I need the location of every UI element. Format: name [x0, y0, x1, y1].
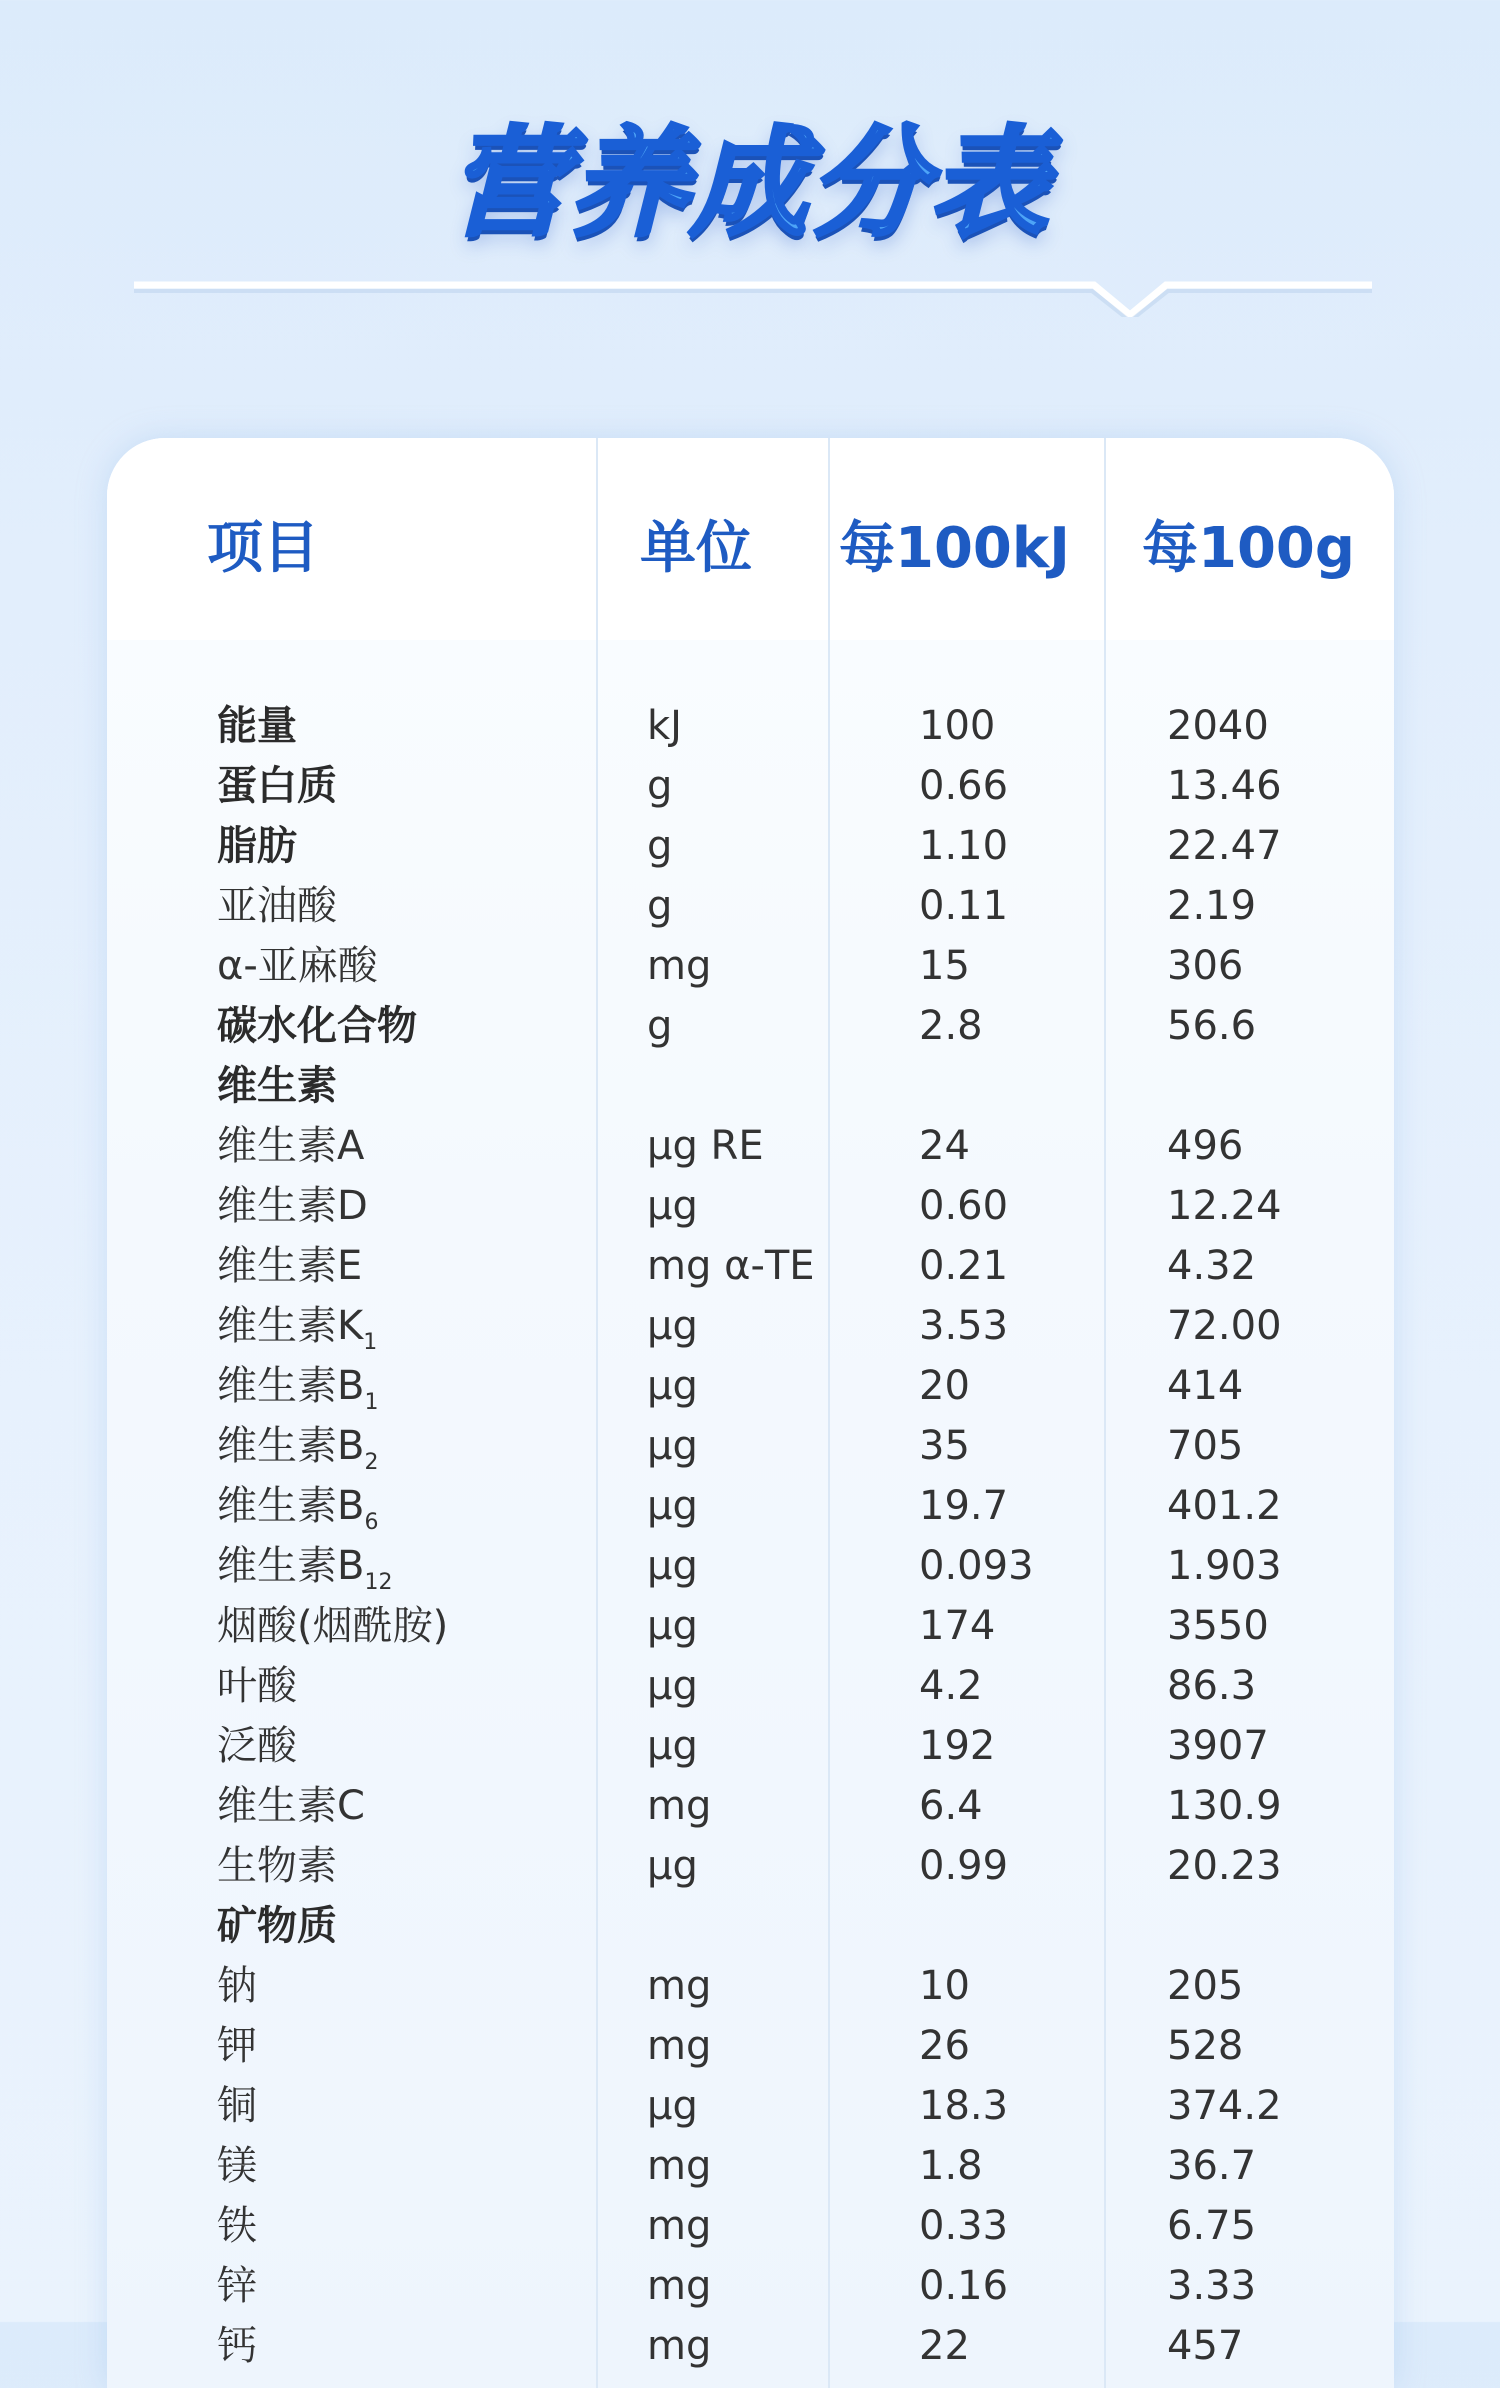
row-name	[217, 996, 417, 1056]
row-name-text: 维生素D	[217, 1183, 368, 1229]
row-per-100g: 414	[1167, 1363, 1244, 1409]
row-name	[217, 1116, 364, 1176]
row-name-text: 维生素K	[217, 1303, 364, 1349]
row-per-100kj: 1.10	[919, 823, 1009, 869]
row-name-text: 脂肪	[217, 823, 297, 869]
row-unit: g	[647, 883, 673, 929]
row-name	[217, 1956, 257, 2016]
row-per-100kj: 19.7	[919, 1483, 1009, 1529]
row-per-100kj: 0.16	[919, 2263, 1009, 2309]
table-row	[107, 1536, 1394, 1596]
row-name	[217, 696, 297, 756]
row-per-100kj: 26	[919, 2023, 970, 2069]
table-row	[107, 1116, 1394, 1176]
row-unit: mg	[647, 2263, 712, 2309]
row-name-subscript: 2	[364, 1450, 379, 1475]
row-per-100kj: 1.8	[919, 2143, 983, 2189]
row-name-text: α-亚麻酸	[217, 943, 378, 989]
row-per-100g: 496	[1167, 1123, 1244, 1169]
row-name	[217, 1176, 368, 1236]
row-per-100kj: 22	[919, 2323, 970, 2369]
row-per-100g: 3.33	[1167, 2263, 1257, 2309]
table-row	[107, 696, 1394, 756]
row-name-text: 亚油酸	[217, 883, 337, 929]
row-name-subscript: 12	[364, 1570, 393, 1595]
row-unit: μg	[647, 1723, 698, 1769]
row-unit: μg RE	[647, 1123, 764, 1169]
table-row	[107, 2076, 1394, 2136]
row-per-100kj: 0.60	[919, 1183, 1009, 1229]
table-row	[107, 1956, 1394, 2016]
row-per-100kj: 10	[919, 1963, 970, 2009]
row-per-100kj: 100	[919, 703, 996, 749]
row-name	[217, 1776, 365, 1836]
row-name-text: 泛酸	[217, 1723, 297, 1769]
row-name	[217, 1236, 362, 1296]
table-row	[107, 876, 1394, 936]
row-per-100kj: 20	[919, 1363, 970, 1409]
row-name	[217, 1836, 337, 1896]
row-name-text: 铜	[217, 2083, 257, 2129]
header-per-100g: 每100g	[1142, 516, 1355, 581]
row-name-text: 能量	[217, 703, 297, 749]
row-name	[217, 2256, 257, 2316]
row-unit: μg	[647, 1363, 698, 1409]
row-per-100g: 22.47	[1167, 823, 1282, 869]
table-row	[107, 1416, 1394, 1476]
row-per-100g: 56.6	[1167, 1003, 1257, 1049]
row-unit: mg	[647, 1963, 712, 2009]
row-per-100g: 13.46	[1167, 763, 1282, 809]
row-name-text: 维生素B	[217, 1483, 365, 1529]
row-name-text: 维生素	[217, 1063, 337, 1109]
row-unit: μg	[647, 1303, 698, 1349]
table-row	[107, 1716, 1394, 1776]
row-name-text: 碳水化合物	[217, 1003, 417, 1049]
table-row	[107, 996, 1394, 1056]
row-name	[217, 2076, 257, 2136]
row-name-subscript: 6	[364, 1510, 379, 1535]
table-row	[107, 1836, 1394, 1896]
table-row	[107, 1896, 1394, 1956]
table-row	[107, 1296, 1394, 1356]
row-name-text: 镁	[217, 2143, 257, 2189]
row-name-text: 维生素B	[217, 1423, 365, 1469]
row-per-100kj: 0.99	[919, 1843, 1009, 1889]
row-per-100kj: 0.66	[919, 763, 1009, 809]
row-per-100kj: 0.11	[919, 883, 1009, 929]
row-per-100kj: 6.4	[919, 1783, 983, 1829]
row-per-100g: 3907	[1167, 1723, 1269, 1769]
row-unit: μg	[647, 2083, 698, 2129]
table-row	[107, 1596, 1394, 1656]
row-per-100g: 36.7	[1167, 2143, 1257, 2189]
nutrition-table	[107, 438, 1394, 2388]
row-per-100kj: 0.21	[919, 1243, 1009, 1289]
row-name	[217, 1056, 337, 1116]
row-unit: mg	[647, 2143, 712, 2189]
row-name-text: 铁	[217, 2203, 257, 2249]
row-unit: mg	[647, 2023, 712, 2069]
row-per-100kj: 4.2	[919, 1663, 983, 1709]
table-row	[107, 1356, 1394, 1416]
row-name-text: 维生素E	[217, 1243, 363, 1289]
row-unit: mg	[647, 943, 712, 989]
row-name	[217, 1716, 297, 1776]
row-name	[217, 2316, 257, 2376]
table-row	[107, 1656, 1394, 1716]
row-name	[217, 816, 297, 876]
row-per-100g: 6.75	[1167, 2203, 1257, 2249]
row-per-100g: 374.2	[1167, 2083, 1282, 2129]
row-unit: μg	[647, 1483, 698, 1529]
row-name-text: 矿物质	[217, 1903, 337, 1949]
row-unit: μg	[647, 1543, 698, 1589]
row-unit: g	[647, 763, 673, 809]
table-row	[107, 1176, 1394, 1236]
row-name	[217, 936, 378, 996]
row-name-text: 维生素B	[217, 1363, 365, 1409]
row-unit: mg α-TE	[647, 1243, 815, 1289]
row-unit: μg	[647, 1663, 698, 1709]
header-unit: 单位	[640, 516, 752, 581]
row-name	[217, 1596, 448, 1656]
table-row	[107, 2136, 1394, 2196]
row-per-100g: 401.2	[1167, 1483, 1282, 1529]
row-per-100kj: 0.33	[919, 2203, 1009, 2249]
row-unit: μg	[647, 1423, 698, 1469]
row-name-text: 锌	[217, 2263, 257, 2309]
row-name	[217, 2136, 257, 2196]
row-per-100g: 86.3	[1167, 1663, 1257, 1709]
row-name-text: 钙	[217, 2323, 257, 2369]
row-name-text: 生物素	[217, 1843, 337, 1889]
row-per-100kj: 0.093	[919, 1543, 1034, 1589]
row-name-text: 蛋白质	[217, 763, 337, 809]
row-unit: g	[647, 1003, 673, 1049]
row-unit: mg	[647, 1783, 712, 1829]
row-name	[217, 756, 337, 816]
row-per-100g: 457	[1167, 2323, 1244, 2369]
row-per-100g: 3550	[1167, 1603, 1269, 1649]
row-name-text: 叶酸	[217, 1663, 297, 1709]
header-per-100kj: 每100kJ	[839, 516, 1070, 581]
row-per-100g: 12.24	[1167, 1183, 1282, 1229]
row-per-100g: 205	[1167, 1963, 1244, 2009]
page-title: 营养成分表	[449, 114, 1050, 252]
table-row	[107, 1236, 1394, 1296]
table-row	[107, 1476, 1394, 1536]
table-row	[107, 2196, 1394, 2256]
row-name-text: 维生素B	[217, 1543, 365, 1589]
row-name-text: 钠	[217, 1963, 257, 2009]
table-row	[107, 2256, 1394, 2316]
row-per-100g: 306	[1167, 943, 1244, 989]
row-unit: mg	[647, 2203, 712, 2249]
row-name-text: 烟酸(烟酰胺)	[217, 1603, 449, 1649]
row-per-100kj: 35	[919, 1423, 970, 1469]
row-per-100g: 1.903	[1167, 1543, 1282, 1589]
row-name	[217, 1656, 297, 1716]
row-per-100g: 20.23	[1167, 1843, 1282, 1889]
row-unit: kJ	[647, 703, 682, 749]
row-per-100g: 72.00	[1167, 1303, 1282, 1349]
table-row	[107, 816, 1394, 876]
table-row	[107, 1056, 1394, 1116]
table-row	[107, 756, 1394, 816]
row-per-100g: 528	[1167, 2023, 1244, 2069]
row-unit: g	[647, 823, 673, 869]
row-per-100g: 2.19	[1167, 883, 1257, 929]
row-name	[217, 876, 337, 936]
row-per-100kj: 3.53	[919, 1303, 1009, 1349]
title-divider	[134, 277, 1372, 317]
table-row	[107, 1776, 1394, 1836]
row-per-100kj: 15	[919, 943, 970, 989]
row-unit: μg	[647, 1183, 698, 1229]
row-name	[217, 2196, 257, 2256]
row-per-100kj: 24	[919, 1123, 970, 1169]
row-per-100kj: 2.8	[919, 1003, 983, 1049]
row-name-subscript: 1	[364, 1390, 379, 1415]
row-per-100g: 130.9	[1167, 1783, 1282, 1829]
row-per-100g: 4.32	[1167, 1243, 1257, 1289]
row-per-100g: 2040	[1167, 703, 1269, 749]
header-item: 项目	[207, 516, 319, 581]
row-per-100kj: 192	[919, 1723, 996, 1769]
table-header	[107, 438, 1394, 640]
row-per-100kj: 174	[919, 1603, 996, 1649]
row-unit: μg	[647, 1603, 698, 1649]
row-name-text: 维生素C	[217, 1783, 365, 1829]
table-row	[107, 2316, 1394, 2376]
row-unit: mg	[647, 2323, 712, 2369]
row-per-100kj: 18.3	[919, 2083, 1009, 2129]
row-name-text: 维生素A	[217, 1123, 365, 1169]
row-name	[217, 1896, 337, 1956]
row-name-text: 钾	[217, 2023, 257, 2069]
table-row	[107, 936, 1394, 996]
row-per-100g: 705	[1167, 1423, 1244, 1469]
row-unit: μg	[647, 1843, 698, 1889]
row-name	[217, 2016, 257, 2076]
table-row	[107, 2016, 1394, 2076]
row-name-subscript: 1	[363, 1330, 378, 1355]
